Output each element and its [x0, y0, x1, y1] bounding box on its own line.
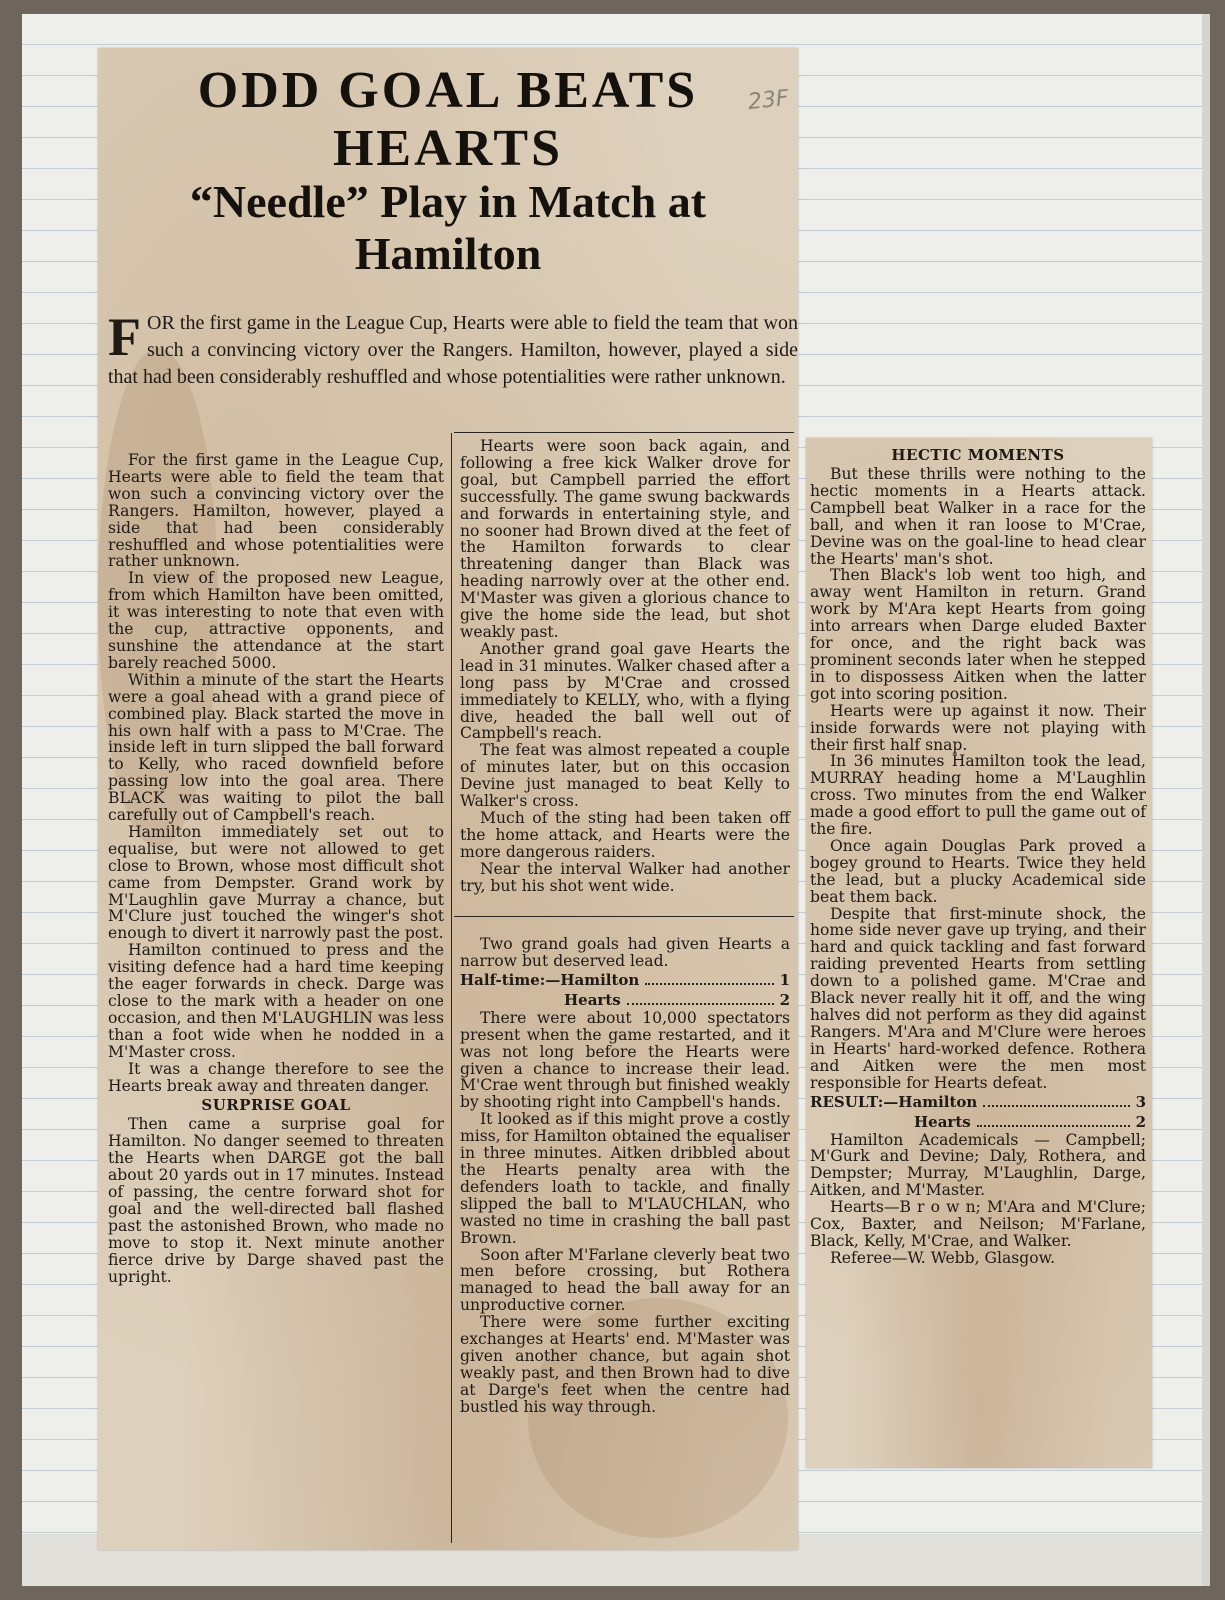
- article-paragraph: Two grand goals had given Hearts a narrow but deserved lead.: [460, 935, 790, 970]
- article-paragraph: In view of the proposed new League, from which Hamilton have been omitted, it was interesting to note that even with the cup, attractive opponents, and sunshine the attendance at the start barely reached 5000.: [108, 569, 444, 672]
- article-paragraph: Much of the sting had been taken off the home attack, and Hearts were the more dangerous raiders.: [460, 808, 790, 861]
- halftime-home-score: 1: [779, 970, 790, 989]
- column-top-rule: [454, 432, 794, 433]
- article-paragraph: Within a minute of the start the Hearts were a goal ahead with a grand piece of combined play. Black started the move in his own half with a pass to M'Crae. The inside left in turn slipped the ball forward to Kelly, who raced downfield before passing low into the goal area. There BLACK was waiting to pilot the ball carefully out of Campbell's reach.: [108, 670, 444, 825]
- article-paragraph: It looked as if this might prove a costly miss, for Hamilton obtained the equaliser in three minutes. Aitken dribbled about the Hearts penalty area with the defenders loath to tackle, and finally slipped the ball to M'LAUCHLAN, who wasted no time in crashing the ball past Brown.: [460, 1110, 790, 1247]
- pencil-margin-note: 23F: [746, 85, 790, 116]
- article-paragraph: The feat was almost repeated a couple of minutes later, but on this occasion Devine just managed to beat Kelly to Walker's cross.: [460, 741, 790, 811]
- result-away-team: Hearts: [914, 1112, 971, 1131]
- article-paragraph: It was a change therefore to see the Hearts break away and threaten danger.: [108, 1059, 444, 1095]
- subheading-hectic-moments: HECTIC MOMENTS: [891, 446, 1065, 464]
- team-lineup: Hearts—B r o w n; M'Ara and M'Clure; Cox, Baxter, and Neilson; M'Farlane, Black, Kelly, M'Crae, and Walker.: [810, 1198, 1146, 1250]
- halftime-score-row: [460, 970, 790, 990]
- team-lineup: Hamilton Academicals — Campbell; M'Gurk and Devine; Daly, Rothera, and Dempster; Murray, M'Laughlin, Darge, Aitken, and M'Master.: [810, 1130, 1146, 1200]
- halftime-score-row: [460, 990, 790, 1010]
- halftime-away-score: 2: [779, 990, 790, 1009]
- article-column-3: [810, 444, 1146, 1267]
- article-paragraph: Then came a surprise goal for Hamilton. No danger seemed to threaten the Hearts when DARGE got the ball about 20 yards out in 17 minutes. Instead of passing, the centre forward shot for goal and the well-directed ball flashed past the astonished Brown, who made no move to stop it. Next minute another fierce drive by Darge shaved past the upright.: [108, 1115, 444, 1286]
- article-column-1: [108, 452, 444, 1286]
- intro-paragraph: [108, 307, 798, 391]
- headline-main: ODD GOAL BEATS HEARTS: [197, 62, 699, 177]
- intro-text: OR the first game in the League Cup, Hearts were able to field the team that won such a convincing victory over the Rangers. Hamilton, however, played a side that had been considerably reshuffled and whose potentialities were rather unknown.: [108, 312, 798, 388]
- article-column-2-lower: [460, 936, 790, 1416]
- article-paragraph: Hamilton immediately set out to equalise, but were not allowed to get close to Brown, whose most difficult shot came from Dempster. Grand work by M'Laughlin gave Murray a chance, but M'Clure just touched the winger's shot enough to divert it narrowly past the post.: [108, 822, 444, 943]
- article-paragraph: Hearts were soon back again, and following a free kick Walker drove for goal, but Campbell parried the effort successfully. The game swung backwards and forwards in entertaining style, and no sooner had Brown dived at the feet of the Hamilton forwards to clear threatening danger than Black was heading narrowly over at the other end. M'Master was given a glorious chance to give the home side the lead, but shot weakly past.: [460, 437, 790, 641]
- article-paragraph: Then Black's lob went too high, and away went Hamilton in return. Grand work by M'Ara kept Hearts from going into arrears when Darge eluded Baxter for once, and the right back was prominent seconds later when he stepped in to dispossess Aitken when the latter got into scoring position.: [810, 566, 1146, 703]
- newspaper-clipping-main: [98, 48, 798, 1550]
- newspaper-clipping-side: [806, 438, 1152, 1468]
- drop-cap: F: [108, 307, 141, 367]
- result-label: RESULT:—Hamilton: [810, 1092, 978, 1111]
- result-away-score: 2: [1135, 1112, 1146, 1131]
- subheading-surprise-goal: SURPRISE GOAL: [201, 1096, 351, 1115]
- halftime-away-team: Hearts: [564, 990, 621, 1009]
- article-paragraph: Once again Douglas Park proved a bogey ground to Hearts. Twice they held the lead, but a plucky Academical side beat them back.: [810, 836, 1146, 906]
- article-column-2: [460, 438, 790, 894]
- headline-sub: “Needle” Play in Match at Hamilton: [189, 176, 707, 279]
- referee-line: Referee—W. Webb, Glasgow.: [830, 1248, 1056, 1267]
- article-paragraph: Hamilton continued to press and the visiting defence had a hard time keeping the eager forwards in check. Darge was close to the mark with a header on one occasion, and then M'LAUGHLIN was less than a foot wide when he nodded in a M'Master cross.: [108, 941, 444, 1061]
- article-paragraph: There were about 10,000 spectators present when the game restarted, and it was not long before the Hearts were given a chance to increase their lead. M'Crae went through but finished weakly by shooting right into Campbell's hands.: [460, 1008, 790, 1112]
- article-paragraph: In 36 minutes Hamilton took the lead, MURRAY heading home a M'Laughlin cross. Two minutes from the end Walker made a good effort to pull the game out of the fire.: [810, 752, 1146, 839]
- article-paragraph: But these thrills were nothing to the hectic moments in a Hearts attack. Campbell beat Walker in a race for the ball, and when it ran loose to M'Crae, Devine was on the goal-line to head clear the Hearts' man's shot.: [810, 465, 1146, 568]
- halftime-label: Half-time:—Hamilton: [460, 970, 640, 989]
- article-paragraph: Soon after M'Farlane cleverly beat two men before crossing, but Rothera managed to head the ball away for an unproductive corner.: [460, 1245, 790, 1315]
- article-paragraph: For the first game in the League Cup, Hearts were able to field the team that won such a convincing victory over the Rangers. Hamilton, however, played a side that had been considerably reshuffled and whose potentialities were rather unknown.: [108, 451, 444, 571]
- result-home-score: 3: [1135, 1092, 1146, 1111]
- article-paragraph: Hearts were up against it now. Their inside forwards were not playing with their first half snap.: [810, 701, 1146, 754]
- article-paragraph: Near the interval Walker had another try, but his shot went wide.: [460, 859, 790, 895]
- article-paragraph: Despite that first-minute shock, the home side never gave up trying, and their hard and quick tackling and fast forward raiding prevented Hearts from settling down to a polished game. M'Crae and Black never really hit it off, and the wing halves did not perform as they did against Rangers. M'Ara and M'Clure were heroes in Hearts' hard-worked defence. Rothera and Aitken were the men most responsible for Hearts defeat.: [810, 904, 1146, 1092]
- article-paragraph: There were some further exciting exchanges at Hearts' end. M'Master was given another chance, but again shot weakly past, and then Brown had to dive at Darge's feet when the centre had bustled his way through.: [460, 1313, 790, 1416]
- article-paragraph: Another grand goal gave Hearts the lead in 31 minutes. Walker chased after a long pass by M'Crae and crossed immediately to KELLY, who, with a flying dive, headed the ball well out of Campbell's reach.: [460, 639, 790, 743]
- result-score-row: [810, 1112, 1146, 1132]
- section-rule: [454, 916, 794, 917]
- column-rule: [451, 433, 452, 1543]
- result-score-row: [810, 1092, 1146, 1112]
